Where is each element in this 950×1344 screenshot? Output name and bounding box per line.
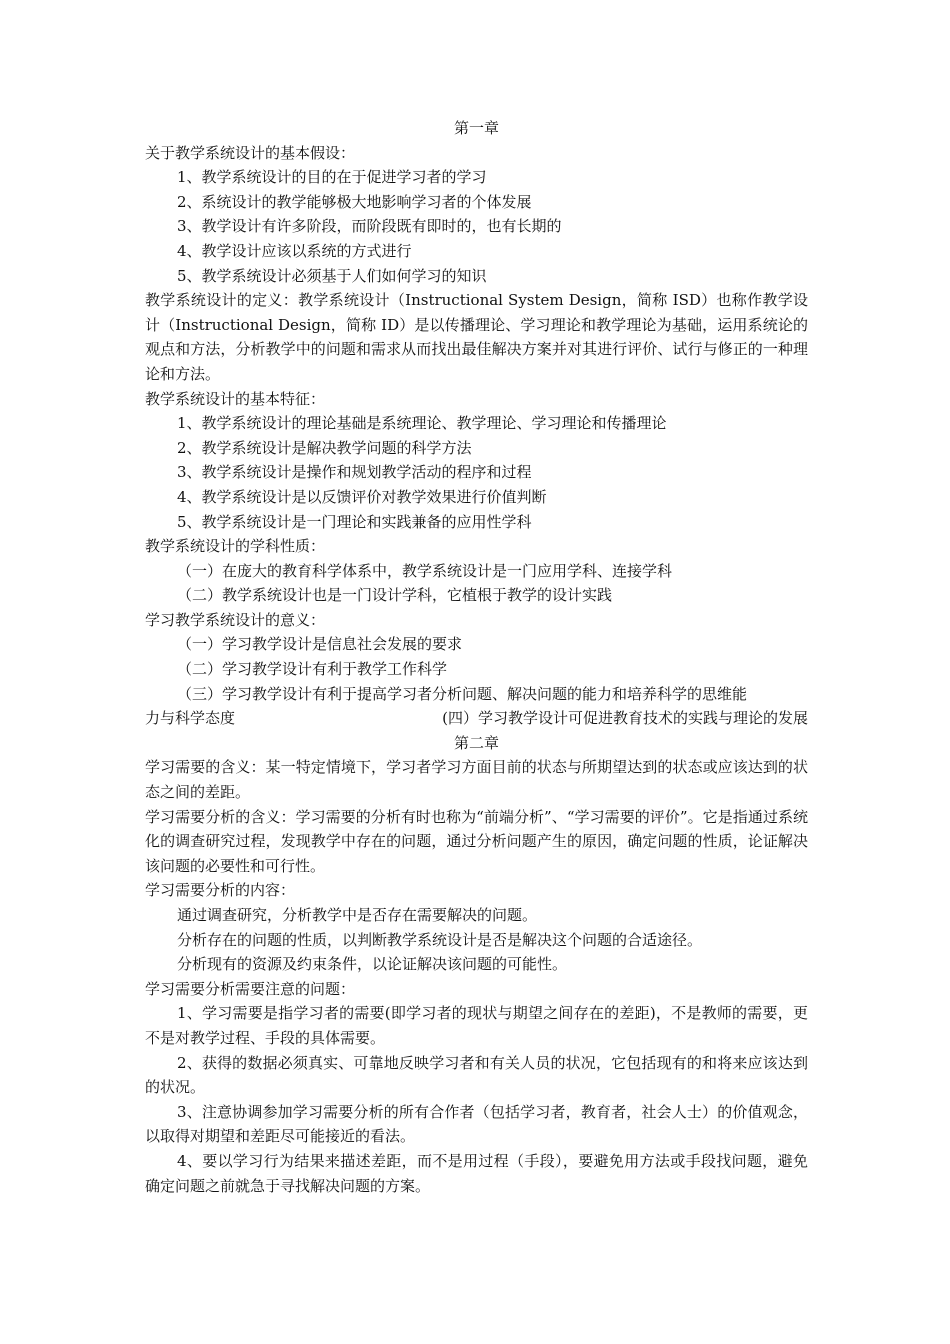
content-item: 分析现有的资源及约束条件，以论证解决该问题的可能性。 [177, 955, 568, 974]
significance-item-3: （三）学习教学设计有利于提高学习者分析问题、解决问题的能力和培养科学的思维能 [177, 684, 748, 703]
feature-item: 4、教学系统设计是以反馈评价对教学效果进行价值判断 [177, 487, 547, 506]
features-heading: 教学系统设计的基本特征： [145, 389, 326, 408]
feature-item: 5、教学系统设计是一门理论和实践兼备的应用性学科 [177, 512, 532, 531]
assumption-item: 4、教学设计应该以系统的方式进行 [177, 241, 412, 260]
feature-item: 3、教学系统设计是操作和规划教学活动的程序和过程 [177, 463, 532, 482]
note-item: 4、要以学习行为结果来描述差距，而不是用过程（手段），要避免用方法或手段找问题，避免确定问题之前就急于寻找解决问题的方案。 [145, 1151, 808, 1195]
assumption-item: 2、系统设计的教学能够极大地影响学习者的个体发展 [177, 192, 532, 211]
feature-item: 1、教学系统设计的理论基础是系统理论、教学理论、学习理论和传播理论 [177, 414, 667, 433]
assumption-item: 5、教学系统设计必须基于人们如何学习的知识 [177, 266, 487, 285]
feature-item: 2、教学系统设计是解决教学问题的科学方法 [177, 438, 472, 457]
nature-item: （一）在庞大的教育科学体系中，教学系统设计是一门应用学科、连接学科 [177, 561, 673, 580]
chapter-2-title: 第二章 [453, 733, 499, 752]
content-item: 通过调查研究，分析教学中是否存在需要解决的问题。 [177, 906, 538, 924]
chapter-1-title: 第一章 [453, 119, 499, 137]
assumption-item: 1、教学系统设计的目的在于促进学习者的学习 [177, 168, 487, 187]
content-item: 分析存在的问题的性质，以判断教学系统设计是否是解决这个问题的合适途径。 [177, 930, 703, 949]
significance-item: （二）学习教学设计有利于教学工作科学 [177, 660, 448, 679]
nature-heading: 教学系统设计的学科性质： [145, 537, 326, 556]
significance-heading: 学习教学系统设计的意义： [145, 610, 326, 629]
document-content [145, 116, 808, 1198]
significance-item: （一）学习教学设计是信息社会发展的要求 [177, 635, 463, 654]
nature-item: （二）教学系统设计也是一门设计学科，它植根于教学的设计实践 [177, 586, 613, 605]
assumption-item: 3、教学设计有许多阶段，而阶段既有即时的，也有长期的 [177, 217, 562, 236]
significance-split-line [145, 706, 808, 731]
isd-definition: 教学系统设计的定义：教学系统设计（Instructional System Design，简称 ISD）也称作教学设计（Instructional Design，简称 ID）是以传播理论、学习理论和教学理论为基础，运用系统论的观点和方法，分析教学中的问题和需求从而找出最佳解决方案并对其进行评价、试行与修正的一种理论和方法。 [145, 291, 808, 383]
assumptions-heading: 关于教学系统设计的基本假设： [145, 143, 356, 162]
need-meaning: 学习需要的含义：某一特定情境下，学习者学习方面目前的状态与所期望达到的状态或应该达到的状态之间的差距。 [145, 758, 808, 802]
content-heading: 学习需要分析的内容： [145, 881, 296, 900]
note-item: 2、获得的数据必须真实、可靠地反映学习者和有关人员的状况，它包括现有的和将来应该达到的状况。 [145, 1053, 808, 1097]
analysis-meaning: 学习需要分析的含义：学习需要的分析有时也称为“前端分析”、“学习需要的评价”。它是指通过系统化的调查研究过程，发现教学中存在的问题，通过分析问题产生的原因，确定问题的性质，论证解决该问题的必要性和可行性。 [145, 807, 808, 875]
note-item: 3、注意协调参加学习需要分析的所有合作者（包括学习者，教育者，社会人士）的价值观念，以取得对期望和差距尽可能接近的看法。 [145, 1102, 808, 1146]
significance-item-4: (四）学习教学设计可促进教育技术的实践与理论的发展 [442, 709, 808, 728]
note-item: 1、学习需要是指学习者的需要(即学习者的现状与期望之间存在的差距)，不是教师的需要，更不是对教学过程、手段的具体需要。 [145, 1004, 808, 1047]
notes-heading: 学习需要分析需要注意的问题： [145, 979, 356, 998]
significance-item-3-continued: 力与科学态度 [145, 709, 236, 728]
